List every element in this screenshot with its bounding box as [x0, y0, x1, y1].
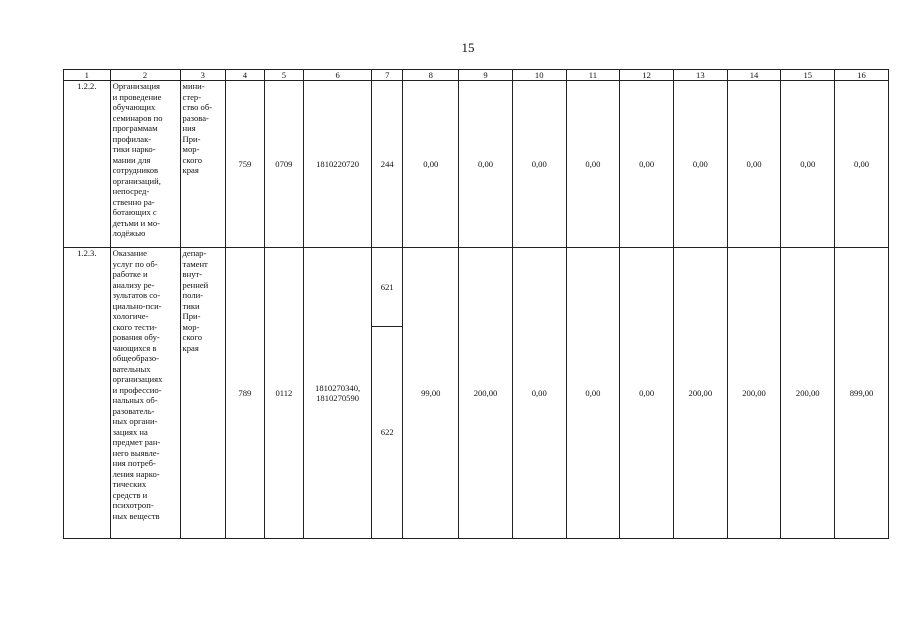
csr-cell: 1810220720 — [304, 81, 372, 248]
table-row — [64, 248, 889, 327]
value-cell: 0,00 — [781, 81, 835, 248]
value-cell: 0,00 — [512, 81, 566, 248]
executor-cell: депар- тамент внут- ренней поли- тики При- мор- ского края — [180, 248, 226, 539]
header-cell: 11 — [566, 70, 620, 81]
table-row — [64, 81, 889, 248]
header-cell: 3 — [180, 70, 226, 81]
header-cell: 10 — [512, 70, 566, 81]
grbs-cell: 789 — [226, 248, 265, 539]
vr-cell: 621 — [372, 248, 403, 327]
value-cell: 0,00 — [566, 248, 620, 539]
vr-cell: 244 — [372, 81, 403, 248]
csr-cell: 1810270340, 1810270590 — [304, 248, 372, 539]
value-cell: 200,00 — [727, 248, 781, 539]
value-cell: 0,00 — [512, 248, 566, 539]
value-cell: 0,00 — [835, 81, 889, 248]
header-cell: 6 — [304, 70, 372, 81]
header-cell: 13 — [673, 70, 727, 81]
value-cell: 0,00 — [727, 81, 781, 248]
executor-cell: мини- стер- ство об- разова- ния При- мор- ского края — [180, 81, 226, 248]
budget-table — [63, 69, 889, 539]
value-cell: 200,00 — [781, 248, 835, 539]
header-cell: 1 — [64, 70, 111, 81]
value-cell: 200,00 — [459, 248, 513, 539]
header-cell: 12 — [620, 70, 674, 81]
value-cell: 0,00 — [403, 81, 459, 248]
page-number: 15 — [461, 40, 475, 55]
value-cell: 0,00 — [673, 81, 727, 248]
header-cell: 14 — [727, 70, 781, 81]
header-cell: 8 — [403, 70, 459, 81]
value-cell: 0,00 — [566, 81, 620, 248]
activity-name-cell: Организация и проведение обучающих семинаров по программам профилак- тики нарко- мании для сотрудников организаций, непосред- ственно ра- ботающих с детьми и мо- лодёжью — [110, 81, 180, 248]
value-cell: 0,00 — [459, 81, 513, 248]
value-cell: 0,00 — [620, 248, 674, 539]
activity-name-cell: Оказание услуг по об- работке и анализу ре- зультатов со- циально-пси- хологиче- ского тести- рования обу- чающихся в общеобразо- вательных организациях и профессио- нальных об- разователь- ных органи- зациях на предмет ран- него выявле- ния потреб- ления нарко- тических средств и психотроп- ных веществ — [110, 248, 180, 539]
table-header-row — [64, 70, 889, 81]
grbs-cell: 759 — [226, 81, 265, 248]
header-cell: 5 — [264, 70, 304, 81]
header-cell: 15 — [781, 70, 835, 81]
header-cell: 2 — [110, 70, 180, 81]
value-cell: 99,00 — [403, 248, 459, 539]
row-number-cell: 1.2.2. — [64, 81, 111, 248]
value-cell: 200,00 — [673, 248, 727, 539]
header-cell: 7 — [372, 70, 403, 81]
value-cell: 899,00 — [835, 248, 889, 539]
rzpr-cell: 0112 — [264, 248, 304, 539]
row-number-cell: 1.2.3. — [64, 248, 111, 539]
header-cell: 9 — [459, 70, 513, 81]
header-cell: 4 — [226, 70, 265, 81]
rzpr-cell: 0709 — [264, 81, 304, 248]
vr-cell: 622 — [372, 327, 403, 539]
header-cell: 16 — [835, 70, 889, 81]
value-cell: 0,00 — [620, 81, 674, 248]
